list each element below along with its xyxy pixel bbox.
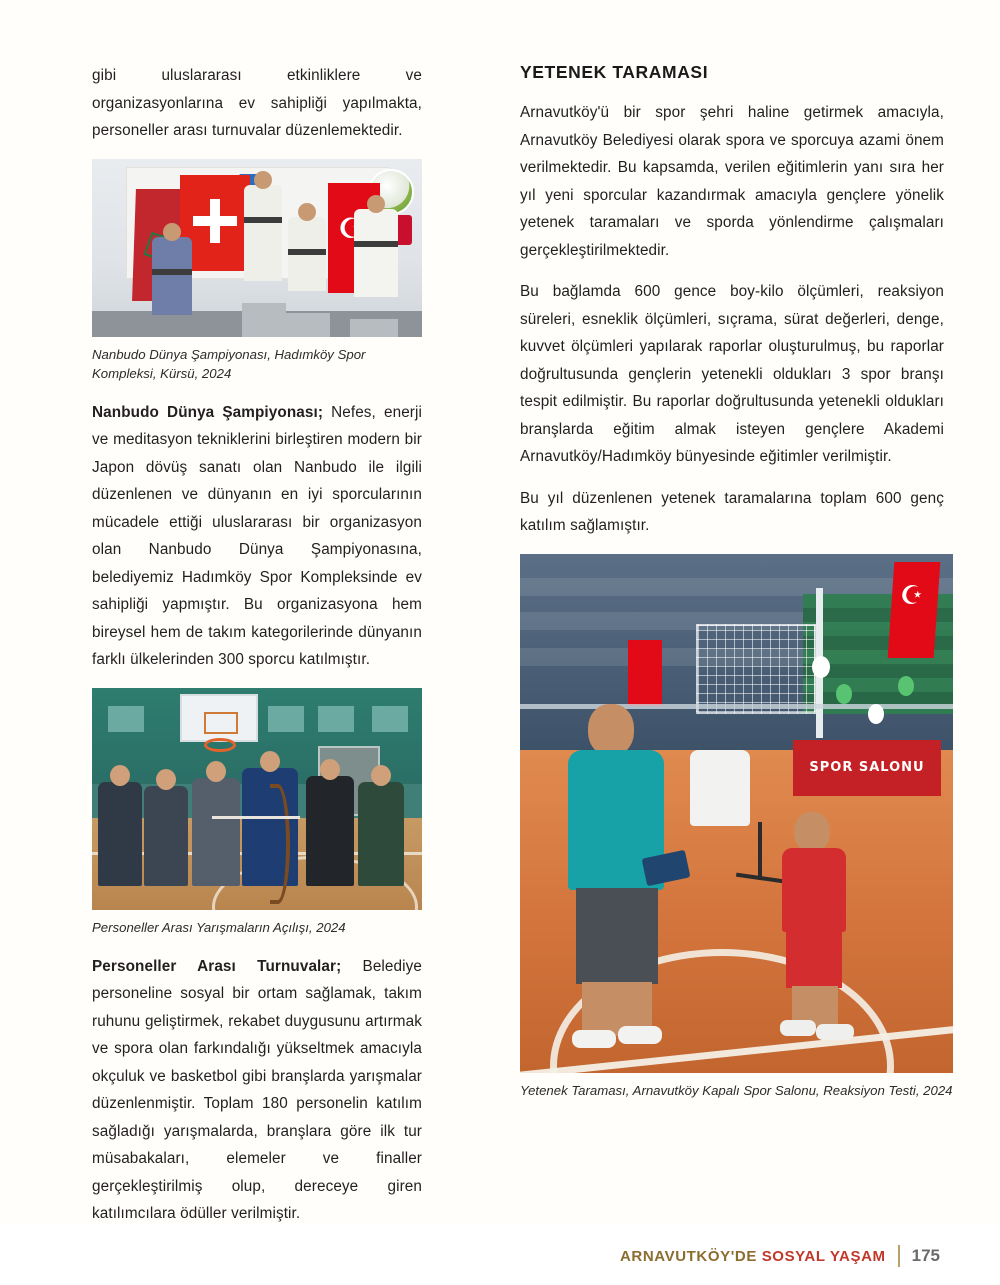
person-head: [260, 751, 280, 772]
balloon-icon: [868, 704, 884, 724]
young-athlete-figure: [772, 812, 858, 1044]
trainer-shorts: [576, 888, 658, 984]
balloon-icon: [898, 676, 914, 696]
footer-brand-prefix: ARNAVUTKÖY'DE: [620, 1247, 762, 1265]
athlete-head: [163, 223, 181, 241]
footer-brand-accent: SOSYAL YAŞAM: [761, 1247, 886, 1265]
balloon-icon: [812, 656, 830, 678]
podium-third: [350, 319, 398, 337]
spectator-figure: [192, 778, 240, 886]
footer-divider: [898, 1245, 900, 1267]
figure-archery-opening: [92, 688, 422, 910]
paragraph-3-lead: Personeller Arası Turnuvalar;: [92, 957, 342, 975]
footer-brand: [620, 1245, 1000, 1267]
basketball-backboard-icon: [180, 694, 258, 742]
athlete-belt: [244, 217, 282, 223]
spectator-figure: [98, 782, 142, 886]
page-footer: [0, 1223, 1000, 1285]
athlete-figure: [288, 217, 326, 291]
trainer-shoe: [572, 1030, 616, 1048]
athlete-figure: [354, 209, 398, 297]
paragraph-2-body: Nefes, enerji ve meditasyon tekniklerini birleştiren modern bir Japon dövüş sanatı olan Nanbudo ile ilgili düzenlenen ve dünyanın en iyi sporcularının mücadele ettiği uluslararası bir organizasyon olan Nanbudo Dünya Şampiyonasına, belediyemiz Hadımköy Spor Kompleksinde ev sahipliği yapmıştır. Bu organizasyona hem bireysel hem de takım kategorilerinde dünyanın farklı ülkelerinden 300 sporcu katılmıştır.: [92, 403, 422, 668]
athlete-belt: [152, 269, 192, 275]
flag-turkiye-icon: [888, 562, 941, 658]
window-icon: [268, 706, 304, 732]
person-head: [320, 759, 340, 780]
plastic-chair: [690, 750, 750, 826]
left-paragraph-2: [92, 399, 422, 674]
paragraph-2-lead: Nanbudo Dünya Şampiyonası;: [92, 403, 324, 421]
left-paragraph-3: [92, 953, 422, 1228]
figure-3-caption: Yetenek Taraması, Arnavutköy Kapalı Spor Salonu, Reaksiyon Testi, 2024: [520, 1082, 953, 1098]
left-paragraph-continued: gibi uluslararası etkinliklere ve organizasyonlarına ev sahipliği yapılmakta, personeller arası turnuvalar düzenlemektedir.: [92, 67, 422, 139]
balloon-icon: [836, 684, 852, 704]
spectator-figure: [306, 776, 354, 886]
athlete-figure: [244, 185, 282, 281]
athlete-head: [794, 812, 830, 852]
trainer-head: [588, 704, 634, 756]
flag-turkiye-small-icon: [628, 640, 662, 706]
athlete-head: [367, 195, 385, 213]
section-title: YETENEK TARAMASI: [520, 62, 709, 82]
spectator-figure: [358, 782, 404, 886]
athlete-shorts: [786, 930, 842, 988]
athlete-belt: [354, 241, 398, 247]
window-icon: [108, 706, 144, 732]
athlete-figure: [152, 237, 192, 315]
athlete-shoe: [816, 1024, 854, 1040]
footer-brand-text: [620, 1248, 886, 1265]
athlete-shoe: [780, 1020, 816, 1036]
right-paragraph-2: Bu bağlamda 600 gence boy-kilo ölçümleri, reaksiyon süreleri, esneklik ölçümleri, sıçrama, sürat değerleri, denge, kuvvet ölçümleri yapılarak raporlar oluşturulmuş, bu raporlar doğrultusunda gençlerin yetenekli oldukları 3 spor branşı tespit edilmiştir. Bu raporlar doğrultusunda yetenekli oldukları branşlarda eğitim almak isteyen gençlere Akademi Arnavutköy/Hadımköy bünyesinde eğitimler verilmiştir.: [520, 283, 944, 465]
window-icon: [318, 706, 354, 732]
athlete-head: [254, 171, 272, 189]
arrow-icon: [212, 816, 300, 819]
paragraph-3-body: Belediye personeline sosyal bir ortam sağlamak, takım ruhunu geliştirmek, rekabet duygusunu artırmak ve spora olan farkındalığı yükseltmek amacıyla okçuluk ve basketbol gibi branşlarda yarışmalar düzenlenmiştir. Toplam 180 personelin katılım sağladığı yarışmalarda, branşlara göre ilk tur müsabakaları, elemeler ve finaller gerçekleştirilmiş olup, dereceye giren katılımcılara ödüller verilmiştir.: [92, 957, 423, 1222]
figure-2-caption: Personeller Arası Yarışmaların Açılışı, 2024: [92, 919, 346, 935]
sponsor-banner: SPOR SALONU: [793, 740, 941, 796]
podium-first: [242, 303, 286, 337]
figure-talent-screening: [520, 554, 953, 1073]
person-head: [206, 761, 226, 782]
person-head: [156, 769, 176, 790]
window-icon: [372, 706, 408, 732]
person-head: [110, 765, 130, 786]
figure-1-caption: Nanbudo Dünya Şampiyonası, Hadımköy Spor Kompleksi, Kürsü, 2024: [92, 346, 366, 381]
athlete-jersey: [782, 848, 846, 932]
volleyball-net: [696, 624, 816, 714]
athlete-belt: [288, 249, 326, 255]
podium-second: [286, 313, 330, 337]
right-column: [520, 62, 953, 1116]
figure-nanbudo-podium: [92, 159, 422, 337]
spectator-figure: [144, 786, 188, 886]
person-head: [371, 765, 391, 786]
page-number: 175: [911, 1246, 940, 1265]
left-column: [92, 62, 422, 1242]
right-paragraph-3: Bu yıl düzenlenen yetenek taramalarına toplam 600 genç katılım sağlamıştır.: [520, 489, 944, 534]
trainer-figure: [560, 704, 672, 1044]
trainer-shoe: [618, 1026, 662, 1044]
right-paragraph-1: Arnavutköy'ü bir spor şehri haline getirmek amacıyla, Arnavutköy Belediyesi olarak spora ve sporcuya azami önem verilmektedir. Bu kapsamda, verilen eğitimlerin yanı sıra her yıl yeni sporcular kazandırmak amacıyla gençlere yönelik yetenek taramaları ve sporda yönlendirme çalışmaları gerçekleştirilmektedir.: [520, 104, 944, 259]
basketball-hoop-icon: [204, 738, 236, 752]
athlete-head: [298, 203, 316, 221]
